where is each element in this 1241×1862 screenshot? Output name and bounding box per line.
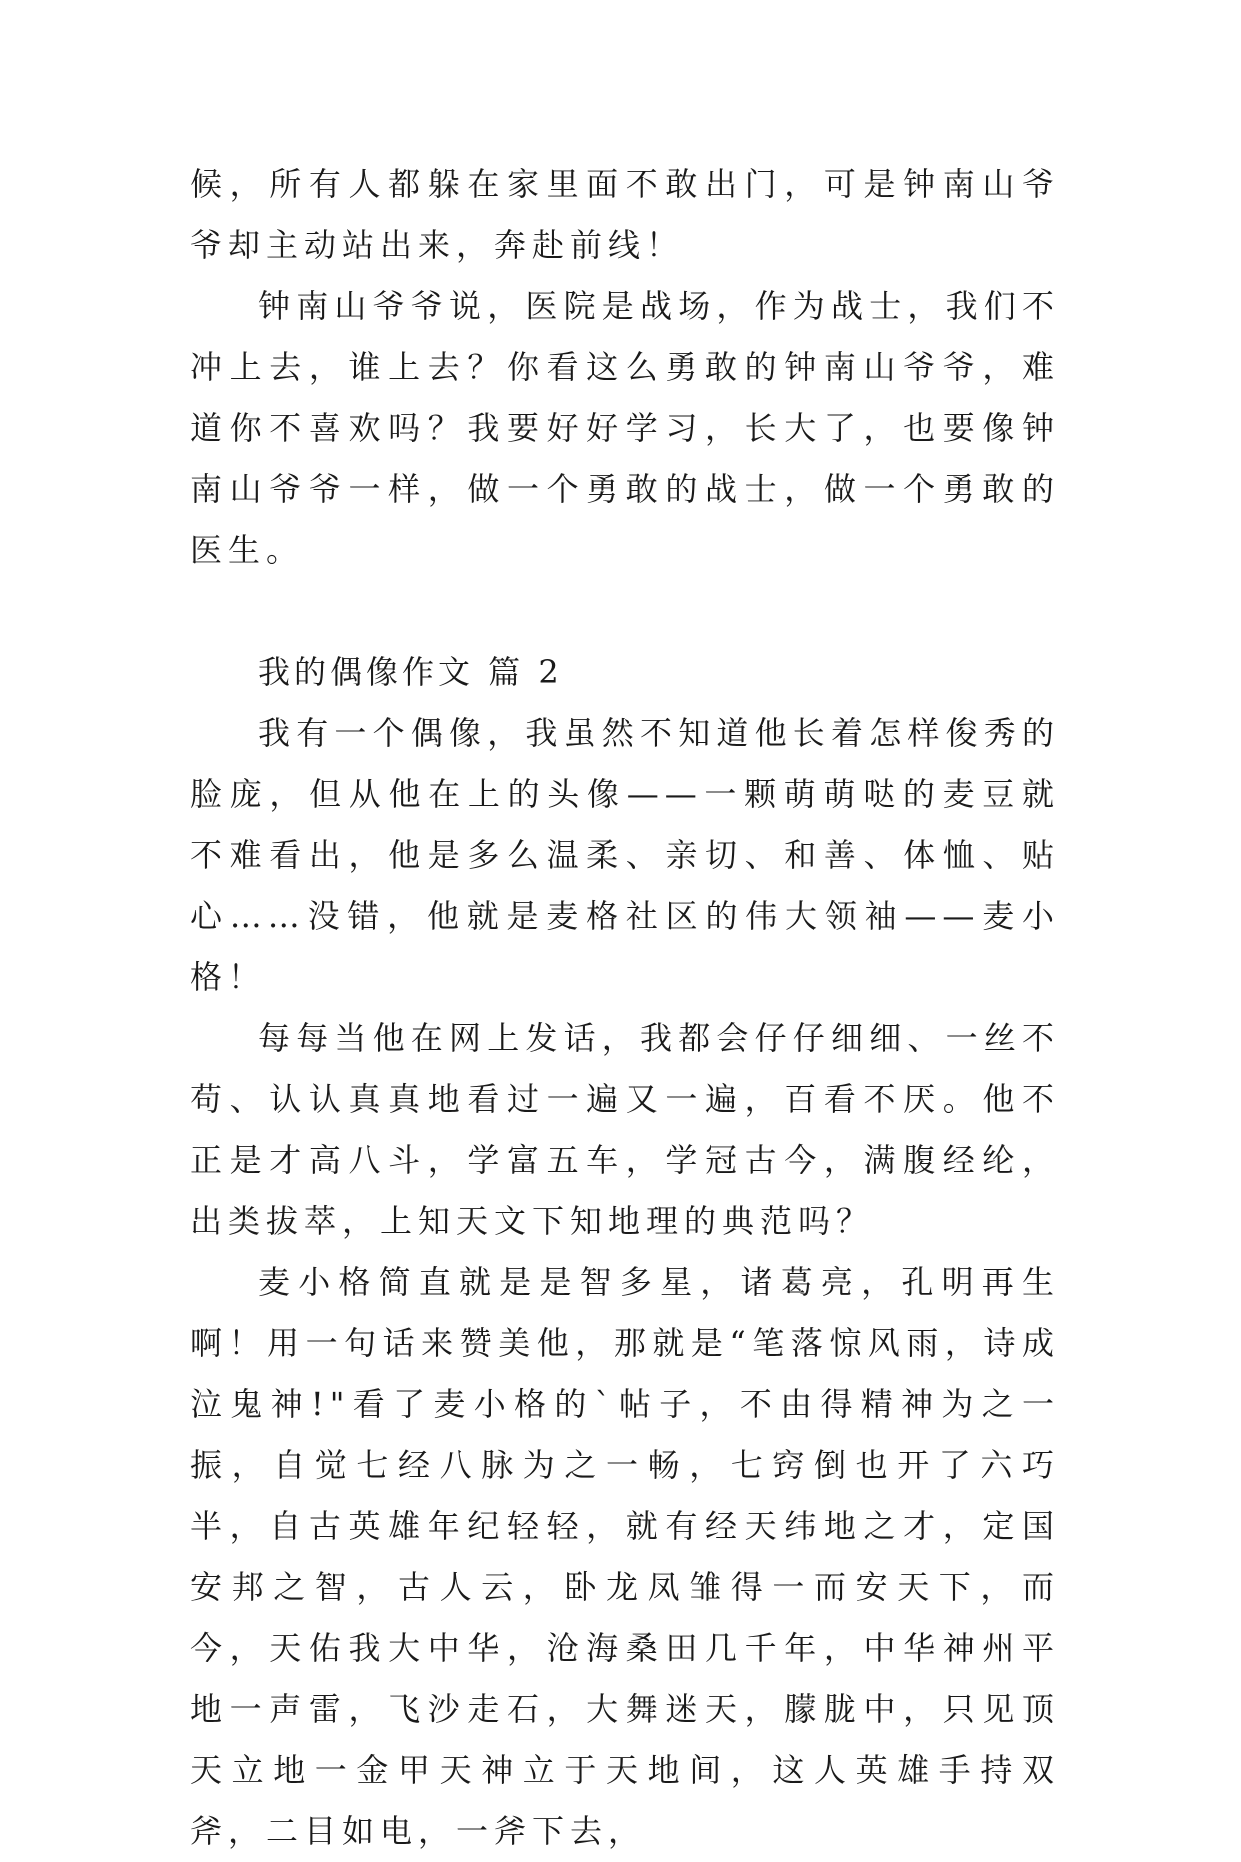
paragraph-continuation: 候，所有人都躲在家里面不敢出门，可是钟南山爷爷却主动站出来，奔赴前线！	[190, 165, 1060, 264]
paragraph-idol-intro: 我有一个偶像，我虽然不知道他长着怎样俊秀的脸庞，但从他在上的头像——一颗萌萌哒的麦豆就不难看出，他是多么温柔、亲切、和善、体恤、贴心……没错，他就是麦格社区的伟大领袖——麦小格！	[190, 714, 1060, 996]
section-heading: 我的偶像作文 篇 2	[258, 653, 563, 691]
paragraph-zhongnanshan-quote: 钟南山爷爷说，医院是战场，作为战士，我们不冲上去，谁上去？你看这么勇敢的钟南山爷爷，难道你不喜欢吗？我要好好学习，长大了，也要像钟南山爷爷一样，做一个勇敢的战士，做一个勇敢的医生。	[190, 287, 1060, 569]
paragraph-praise: 麦小格简直就是是智多星，诸葛亮，孔明再生啊！用一句话来赞美他，那就是“笔落惊风雨，诗成泣鬼神!"看了麦小格的`帖子，不由得精神为之一振，自觉七经八脉为之一畅，七窍倒也开了六巧半，自古英雄年纪轻轻，就有经天纬地之才，定国安邦之智，古人云，卧龙凤雏得一而安天下，而今，天佑我大中华，沧海桑田几千年，中华神州平地一声雷，飞沙走石，大舞迷天，朦胧中，只见顶天立地一金甲天神立于天地间，这人英雄手持双斧，二目如电，一斧下去，	[190, 1263, 1060, 1850]
paragraph-reading-posts: 每每当他在网上发话，我都会仔仔细细、一丝不苟、认认真真地看过一遍又一遍，百看不厌。他不正是才高八斗，学富五车，学冠古今，满腹经纶，出类拔萃，上知天文下知地理的典范吗？	[190, 1019, 1060, 1240]
document-body	[190, 154, 1060, 1862]
